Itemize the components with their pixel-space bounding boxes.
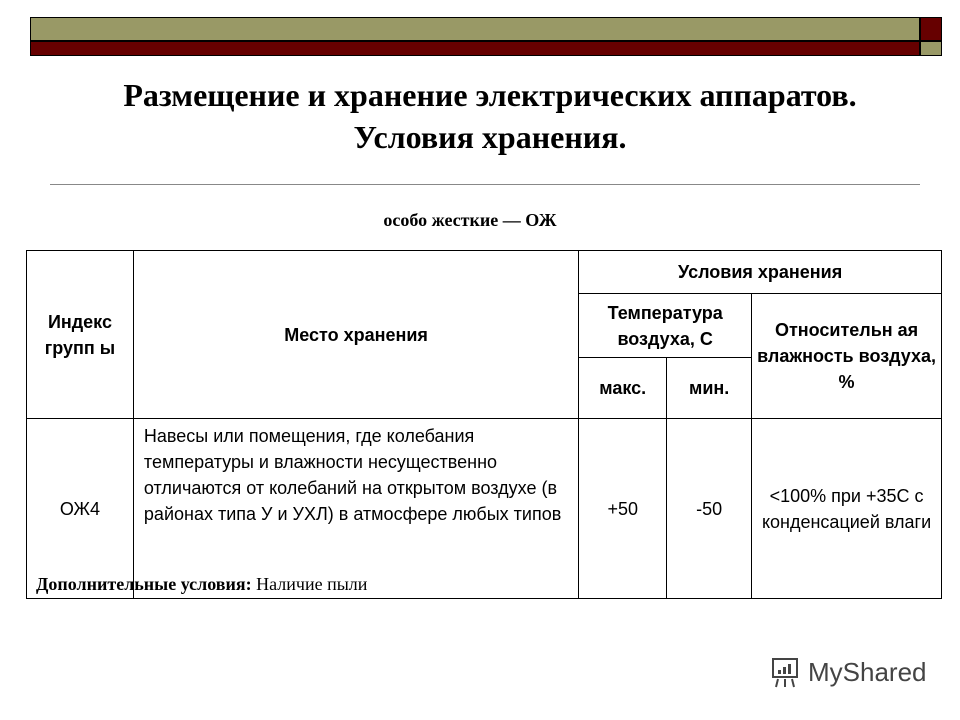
note-value: Наличие пыли <box>251 574 368 594</box>
header-place: Место хранения <box>133 251 578 419</box>
cell-index: ОЖ4 <box>27 419 134 599</box>
subtitle: особо жесткие — ОЖ <box>383 210 557 230</box>
cell-min: -50 <box>667 419 752 599</box>
header-index: Индекс групп ы <box>27 251 134 419</box>
title-line-1: Размещение и хранение электрических аппаратов. <box>123 77 857 113</box>
header-bar-olive <box>30 17 920 41</box>
slide-title <box>0 74 960 158</box>
header-humidity: Относительн ая влажность воздуха, % <box>752 294 942 419</box>
cell-place: Навесы или помещения, где колебания температуры и влажности несущественно отличаются от колебаний на открытом воздухе (в районах типа У и УХЛ) в атмосфере любых типов <box>133 419 578 599</box>
presentation-board-icon <box>768 655 802 689</box>
note-label: Дополнительные условия: <box>36 574 252 594</box>
watermark-text: MyShared <box>808 656 927 687</box>
title-line-2: Условия хранения. <box>353 119 627 155</box>
header-bar-red <box>30 41 920 56</box>
header-square-olive <box>920 41 942 56</box>
divider <box>50 184 920 185</box>
header-min: мин. <box>667 358 752 419</box>
storage-table <box>26 250 942 599</box>
table-row <box>27 419 942 599</box>
header-square-red <box>920 17 942 41</box>
header-temperature: Температура воздуха, С <box>579 294 752 358</box>
cell-max: +50 <box>579 419 667 599</box>
header-max: макс. <box>579 358 667 419</box>
watermark-logo <box>768 655 927 689</box>
header-conditions: Условия хранения <box>579 251 942 294</box>
additional-conditions <box>36 574 367 595</box>
cell-humidity: <100% при +35С с конденсацией влаги <box>752 419 942 599</box>
